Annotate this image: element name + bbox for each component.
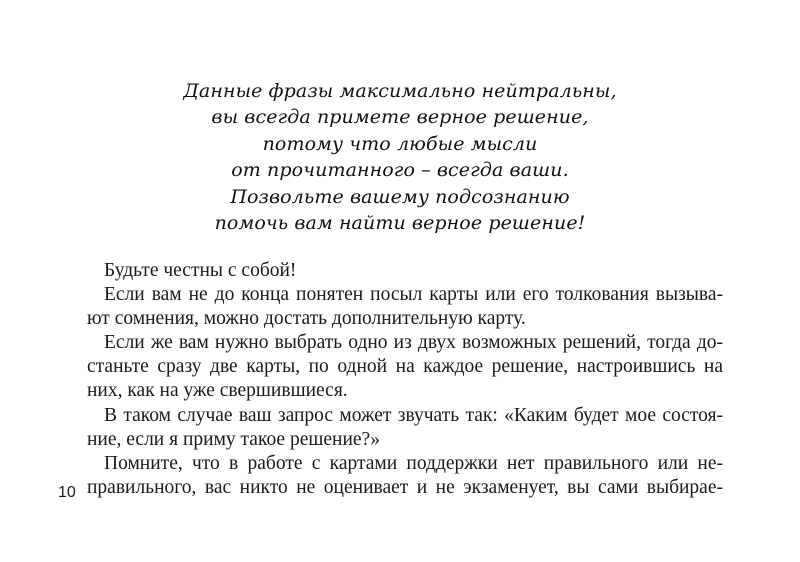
page-number: 10 bbox=[58, 484, 76, 501]
quote-line: от прочитанного – всегда ваши. bbox=[231, 159, 569, 182]
quote-line: Данные фразы максимально нейтральны, bbox=[183, 80, 617, 102]
paragraph-line: станьте сразу две карты, по одной на каждое решение, настроившись на bbox=[87, 356, 723, 378]
quote-line: вы всегда примете верное решение, bbox=[211, 106, 589, 129]
quote-line: Позвольте вашему подсознанию bbox=[230, 185, 570, 208]
handwritten-quote bbox=[150, 78, 650, 236]
paragraph-line: ние, если я приму такое решение?» bbox=[87, 428, 380, 450]
quote-line: помочь вам найти верное решение! bbox=[214, 212, 586, 235]
paragraph-line: них, как на уже свершившиеся. bbox=[87, 380, 348, 402]
paragraph-line: Если же вам нужно выбрать одно из двух возможных решений, тогда до- bbox=[104, 332, 723, 354]
paragraph-line: ют сомнения, можно достать дополнительную карту. bbox=[87, 308, 526, 330]
paragraph-line: Будьте честны с собой! bbox=[104, 260, 297, 281]
paragraph-line: Если вам не до конца понятен посыл карты или его толкования вызыва- bbox=[104, 284, 723, 306]
quote-line: потому что любые мысли bbox=[262, 132, 538, 155]
body-paragraphs bbox=[87, 259, 723, 500]
paragraph-line: Помните, что в работе с картами поддержки нет правильного или не- bbox=[104, 452, 723, 474]
paragraph-line: правильного, вас никто не оценивает и не экзаменует, вы сами выбирае- bbox=[87, 476, 723, 498]
paragraph-line: В таком случае ваш запрос может звучать так: «Каким будет мое состоя- bbox=[104, 404, 723, 426]
